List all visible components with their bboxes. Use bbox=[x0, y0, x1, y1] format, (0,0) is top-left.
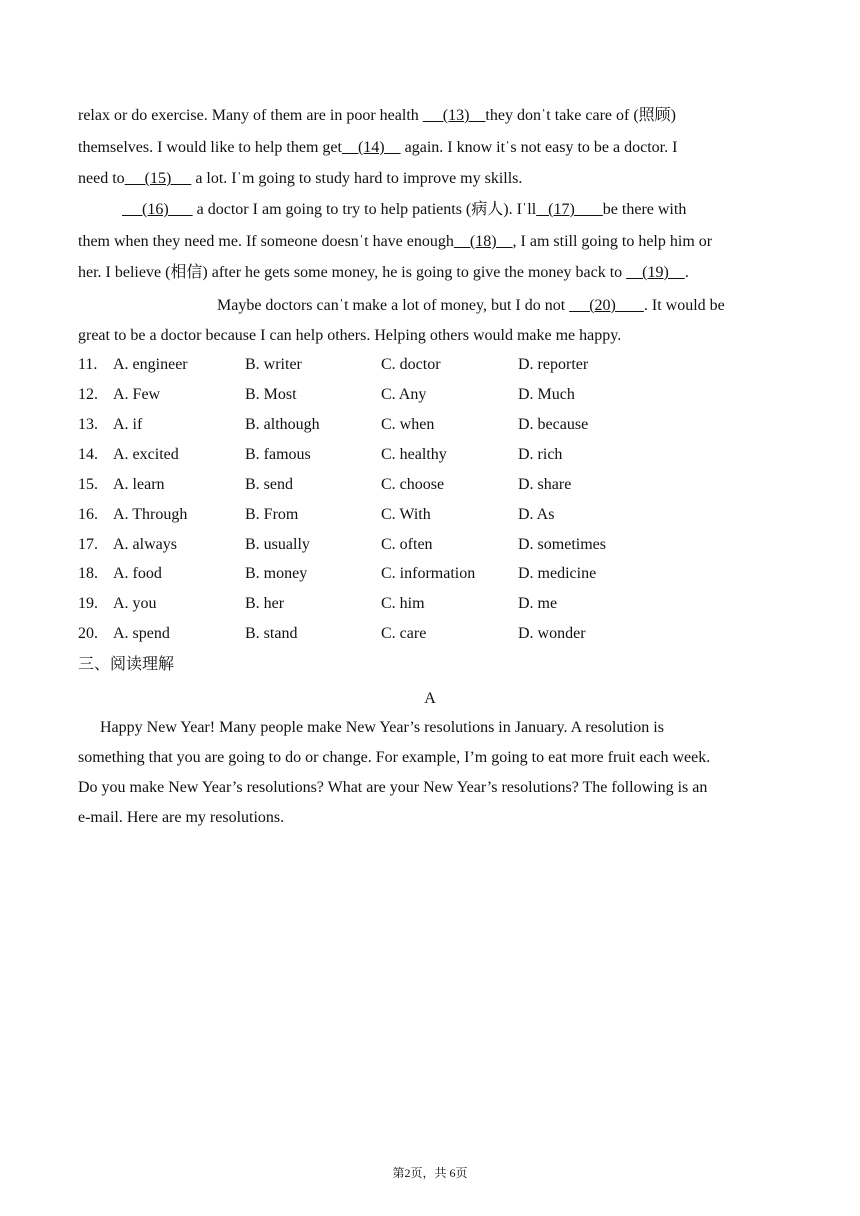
option-c: C. healthy bbox=[381, 446, 447, 463]
option-a: A. spend bbox=[113, 625, 170, 642]
option-d: D. medicine bbox=[518, 565, 597, 582]
option-d: D. share bbox=[518, 476, 572, 493]
question-number: 18. bbox=[78, 565, 98, 582]
option-a: A. excited bbox=[113, 446, 179, 463]
option-c: C. when bbox=[381, 416, 435, 433]
question-number: 17. bbox=[78, 536, 98, 553]
option-d: D. wonder bbox=[518, 625, 586, 642]
text: they donˈt take care of (照顾) bbox=[485, 107, 677, 124]
text: a doctor I am going to try to help patients (病人). Iˈll bbox=[192, 201, 537, 218]
option-b: B. money bbox=[245, 565, 308, 582]
text: Maybe doctors canˈt make a lot of money, but I do not bbox=[217, 297, 570, 314]
passage-line-5 bbox=[78, 232, 712, 252]
option-c: C. him bbox=[381, 595, 425, 612]
option-b: B. although bbox=[245, 416, 320, 433]
text: a lot. Iˈm going to study hard to improve my skills. bbox=[191, 170, 523, 187]
option-a: A. you bbox=[113, 595, 157, 612]
option-a: A. food bbox=[113, 565, 162, 582]
option-b: B. famous bbox=[245, 446, 311, 463]
reading-line: Happy New Year! Many people make New Year’s resolutions in January. A resolution is bbox=[100, 719, 664, 736]
text: relax or do exercise. Many of them are in poor health bbox=[78, 107, 423, 124]
passage-line-2 bbox=[78, 138, 677, 158]
question-number: 15. bbox=[78, 476, 98, 493]
option-d: D. rich bbox=[518, 446, 563, 463]
option-c: C. care bbox=[381, 625, 427, 642]
passage-line-4 bbox=[122, 200, 686, 220]
option-a: A. if bbox=[113, 416, 143, 433]
page-footer: 第2页，共 6页 bbox=[392, 1166, 468, 1180]
question-number: 20. bbox=[78, 625, 98, 642]
blank-13: (13) bbox=[422, 107, 486, 124]
reading-line: e-mail. Here are my resolutions. bbox=[78, 809, 285, 826]
blank-20: (20) bbox=[569, 297, 644, 314]
text: them when they need me. If someone doesnˈt have enough bbox=[78, 233, 454, 250]
blank-19: (19) bbox=[626, 264, 685, 281]
option-b: B. From bbox=[245, 506, 299, 523]
reading-line: Do you make New Year’s resolutions? What are your New Year’s resolutions? The following is an bbox=[78, 779, 708, 796]
reading-line: something that you are going to do or change. For example, I’m going to eat more fruit each week. bbox=[78, 749, 711, 766]
blank-16: (16) bbox=[122, 201, 193, 218]
passage-line-3 bbox=[78, 169, 522, 189]
option-a: A. always bbox=[113, 536, 177, 553]
option-a: A. Through bbox=[113, 506, 188, 523]
text: again. I know itˈs not easy to be a doctor. I bbox=[400, 139, 678, 156]
option-c: C. doctor bbox=[381, 356, 441, 373]
part-label: A bbox=[424, 690, 436, 707]
option-d: D. Much bbox=[518, 386, 575, 403]
option-b: B. writer bbox=[245, 356, 302, 373]
option-c: C. information bbox=[381, 565, 476, 582]
passage-line-7 bbox=[217, 296, 725, 316]
option-a: A. learn bbox=[113, 476, 165, 493]
option-d: D. reporter bbox=[518, 356, 589, 373]
option-a: A. Few bbox=[113, 386, 161, 403]
text: , I am still going to help him or bbox=[512, 233, 713, 250]
text: . bbox=[684, 264, 689, 281]
question-number: 19. bbox=[78, 595, 98, 612]
question-number: 13. bbox=[78, 416, 98, 433]
option-d: D. As bbox=[518, 506, 555, 523]
option-c: C. Any bbox=[381, 386, 427, 403]
option-c: C. choose bbox=[381, 476, 445, 493]
text: her. I believe (相信) after he gets some money, he is going to give the money back to bbox=[78, 264, 627, 281]
section-heading: 三、阅读理解 bbox=[78, 656, 175, 673]
passage-line-1 bbox=[78, 106, 676, 126]
text: be there with bbox=[602, 201, 687, 218]
option-c: C. With bbox=[381, 506, 431, 523]
question-number: 14. bbox=[78, 446, 98, 463]
option-b: B. usually bbox=[245, 536, 310, 553]
question-number: 11. bbox=[78, 356, 98, 373]
option-c: C. often bbox=[381, 536, 433, 553]
passage-line-6 bbox=[78, 263, 689, 283]
text: . It would be bbox=[643, 297, 725, 314]
blank-15: (15) bbox=[124, 170, 192, 187]
option-a: A. engineer bbox=[113, 356, 188, 373]
option-b: B. stand bbox=[245, 625, 298, 642]
text: need to bbox=[78, 170, 125, 187]
blank-14: (14) bbox=[341, 139, 401, 156]
option-b: B. her bbox=[245, 595, 285, 612]
blank-17: (17) bbox=[536, 201, 603, 218]
question-number: 16. bbox=[78, 506, 98, 523]
blank-18: (18) bbox=[453, 233, 513, 250]
option-d: D. sometimes bbox=[518, 536, 606, 553]
question-number: 12. bbox=[78, 386, 98, 403]
option-d: D. me bbox=[518, 595, 558, 612]
text: themselves. I would like to help them get bbox=[78, 139, 342, 156]
passage-line-8: great to be a doctor because I can help others. Helping others would make me happy. bbox=[78, 327, 622, 344]
option-b: B. send bbox=[245, 476, 293, 493]
option-b: B. Most bbox=[245, 386, 297, 403]
option-d: D. because bbox=[518, 416, 589, 433]
